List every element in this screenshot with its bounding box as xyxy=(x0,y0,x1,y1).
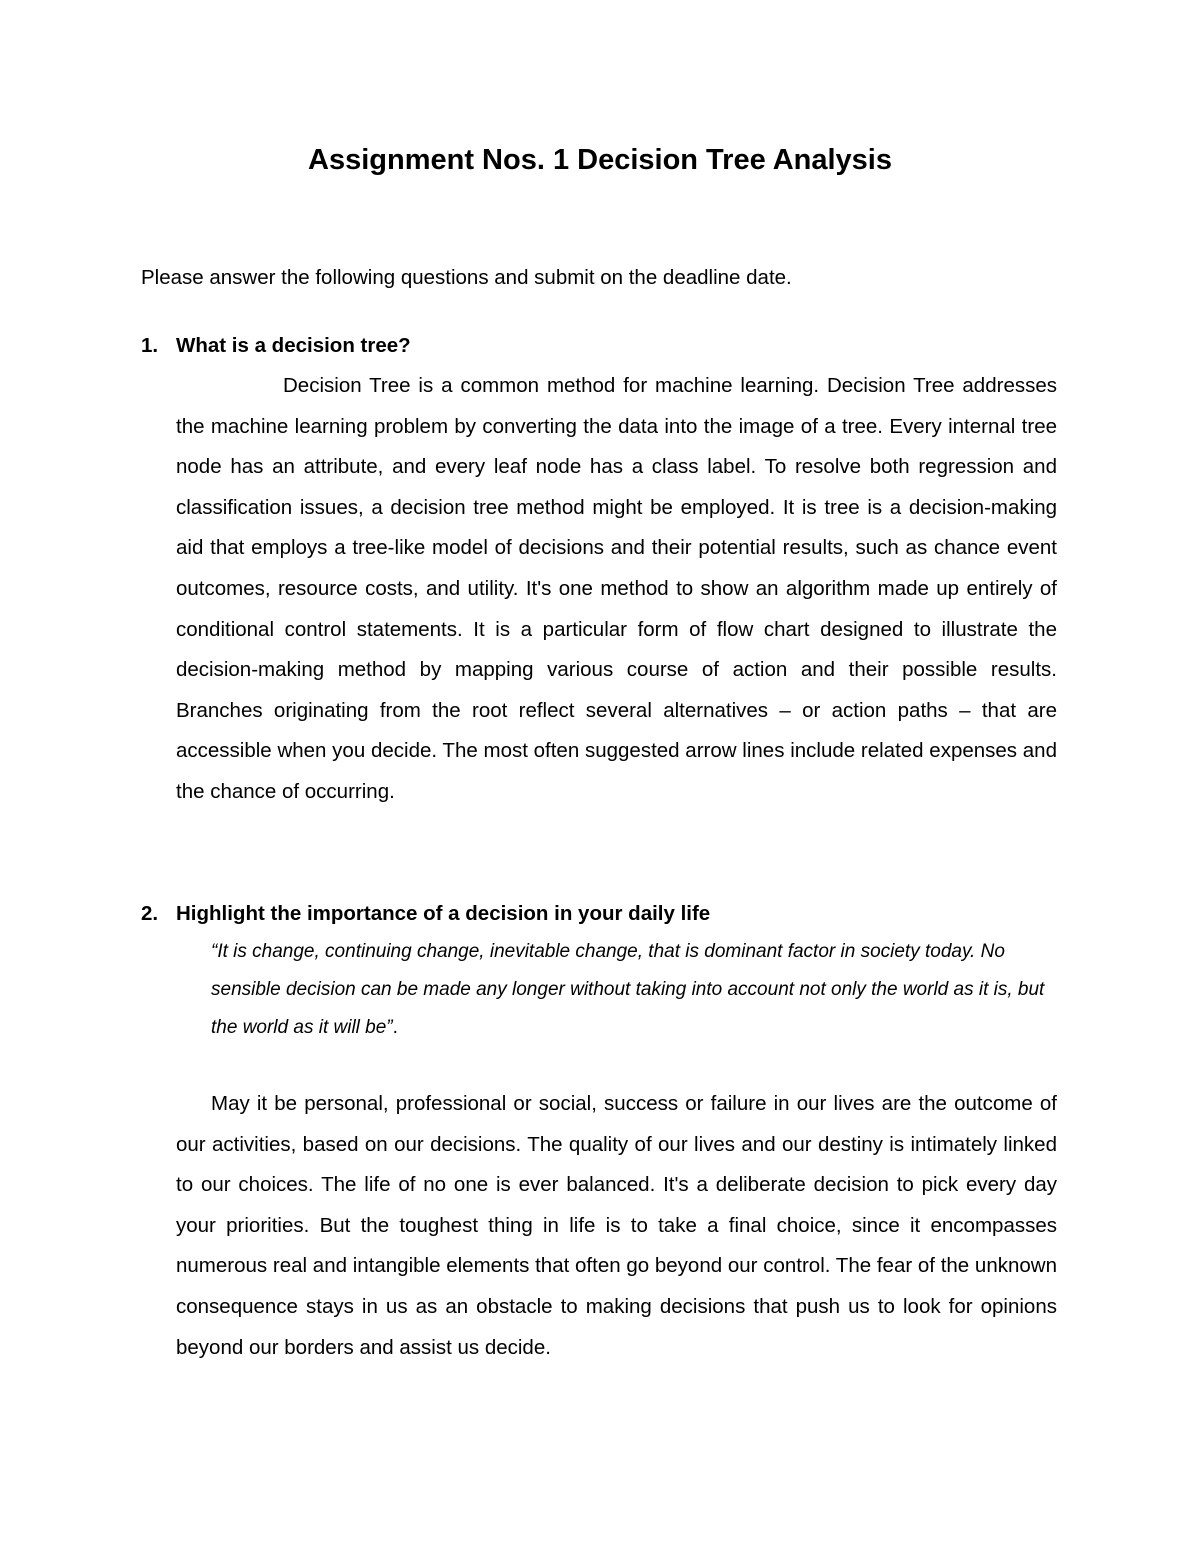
quote-tail: . xyxy=(392,1017,398,1038)
question-2-text: Highlight the importance of a decision in your daily life xyxy=(176,902,711,925)
question-1-text: What is a decision tree? xyxy=(176,334,411,357)
question-1-number: 1. xyxy=(141,334,159,357)
question-2-quote xyxy=(211,933,1057,1047)
question-1-answer: Decision Tree is a common method for machine learning. Decision Tree addresses the machine learning problem by converting the data into the image of a tree. Every internal tree node has an attribute, and every leaf node has a class label. To resolve both regression and classification issues, a decision tree method might be employed. It is tree is a decision-making aid that employs a tree-like model of decisions and their potential results, such as chance event outcomes, resource costs, and utility. It's one method to show an algorithm made up entirely of conditional control statements. It is a particular form of flow chart designed to illustrate the decision-making method by mapping various course of action and their possible results. Branches originating from the root reflect several alternatives – or action paths – that are accessible when you decide. The most often suggested arrow lines include related expenses and the chance of occurring. xyxy=(176,374,1057,803)
intro-instruction: Please answer the following questions and submit on the deadline date. xyxy=(141,266,792,289)
question-2-number: 2. xyxy=(141,902,159,925)
question-2-heading xyxy=(141,898,1061,930)
question-2-answer: May it be personal, professional or social, success or failure in our lives are the outcome of our activities, based on our decisions. The quality of our lives and our destiny is intimately linked to our choices. The life of no one is ever balanced. It's a deliberate decision to pick every day your priorities. But the toughest thing in life is to take a final choice, since it encompasses numerous real and intangible elements that often go beyond our control. The fear of the unknown consequence stays in us as an obstacle to making decisions that push us to look for opinions beyond our borders and assist us decide. xyxy=(176,1092,1057,1359)
quote-text: “It is change, continuing change, inevitable change, that is dominant factor in society today. No sensible decision can be made any longer without taking into account not only the world as it is, but the world as it will be” xyxy=(211,941,1045,1038)
document-title: Assignment Nos. 1 Decision Tree Analysis xyxy=(308,144,892,176)
question-1-heading xyxy=(141,330,1061,362)
